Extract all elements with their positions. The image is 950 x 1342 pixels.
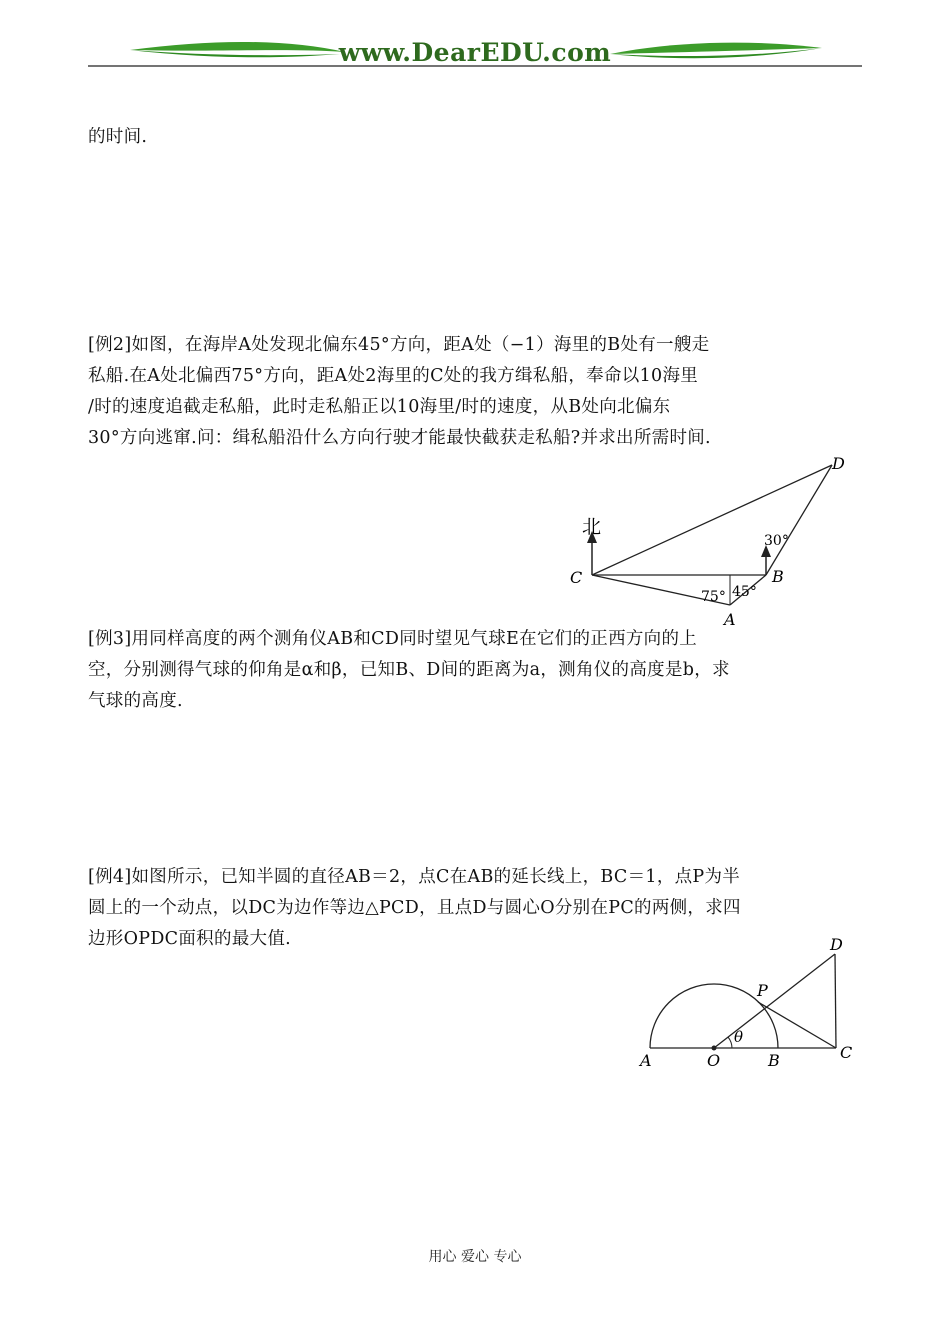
example-3-line: 气球的高度. (88, 691, 183, 711)
label-b: B (772, 567, 784, 586)
page-footer: 用心 爱心 专心 (428, 1249, 522, 1265)
example-2-line: [例2]如图，在海岸A处发现北偏东45°方向，距A处（−1）海里的B处有一艘走 (88, 335, 710, 355)
label-c: C (840, 1043, 853, 1062)
label-a: A (724, 610, 736, 629)
example-4-line: 圆上的一个动点，以DC为边作等边△PCD，且点D与圆心O分别在PC的两侧，求四 (88, 898, 741, 918)
angle-75-label: 75° (701, 589, 726, 605)
example-3-line: 空，分别测得气球的仰角是α和β，已知B、D间的距离为a，测角仪的高度是b，求 (88, 660, 730, 680)
north-label: 北 (582, 516, 602, 538)
line-op-d (714, 954, 835, 1048)
example-2-line: 私船.在A处北偏西75°方向，距A处2海里的C处的我方缉私船，奉命以10海里 (88, 366, 699, 386)
example-4-line: 边形OPDC面积的最大值. (88, 929, 292, 949)
angle-45-label: 45° (732, 584, 757, 600)
continuation-text: 的时间. (88, 127, 148, 147)
line-bd (766, 465, 832, 575)
label-theta: θ (734, 1028, 744, 1046)
site-logo-text: www.DearEDU.com (338, 38, 612, 67)
label-c: C (570, 568, 583, 587)
angle-30-label: 30° (764, 533, 789, 549)
example-3-line: [例3]用同样高度的两个测角仪AB和CD同时望见气球E在它们的正西方向的上 (88, 629, 698, 649)
label-d: D (830, 935, 843, 954)
line-pc (758, 1002, 836, 1048)
example-4-line: [例4]如图所示，已知半圆的直径AB＝2，点C在AB的延长线上，BC＝1，点P为半 (88, 867, 741, 887)
label-o: O (707, 1051, 721, 1070)
example-2-figure (560, 455, 860, 630)
label-d: D (832, 455, 845, 473)
label-b: B (768, 1051, 780, 1070)
label-a: A (640, 1051, 652, 1070)
label-p: P (757, 981, 768, 1000)
theta-arc (728, 1037, 732, 1048)
example-4-figure (630, 932, 870, 1072)
example-2 (88, 330, 863, 454)
example-2-line: /时的速度追截走私船，此时走私船正以10海里/时的速度，从B处向北偏东 (88, 397, 671, 417)
example-3 (88, 624, 863, 717)
line-cd (592, 465, 832, 575)
point-o (712, 1046, 717, 1051)
line-dc (835, 954, 836, 1048)
example-2-line: 30°方向逃窜.问：缉私船沿什么方向行驶才能最快截获走私船?并求出所需时间. (88, 428, 711, 448)
